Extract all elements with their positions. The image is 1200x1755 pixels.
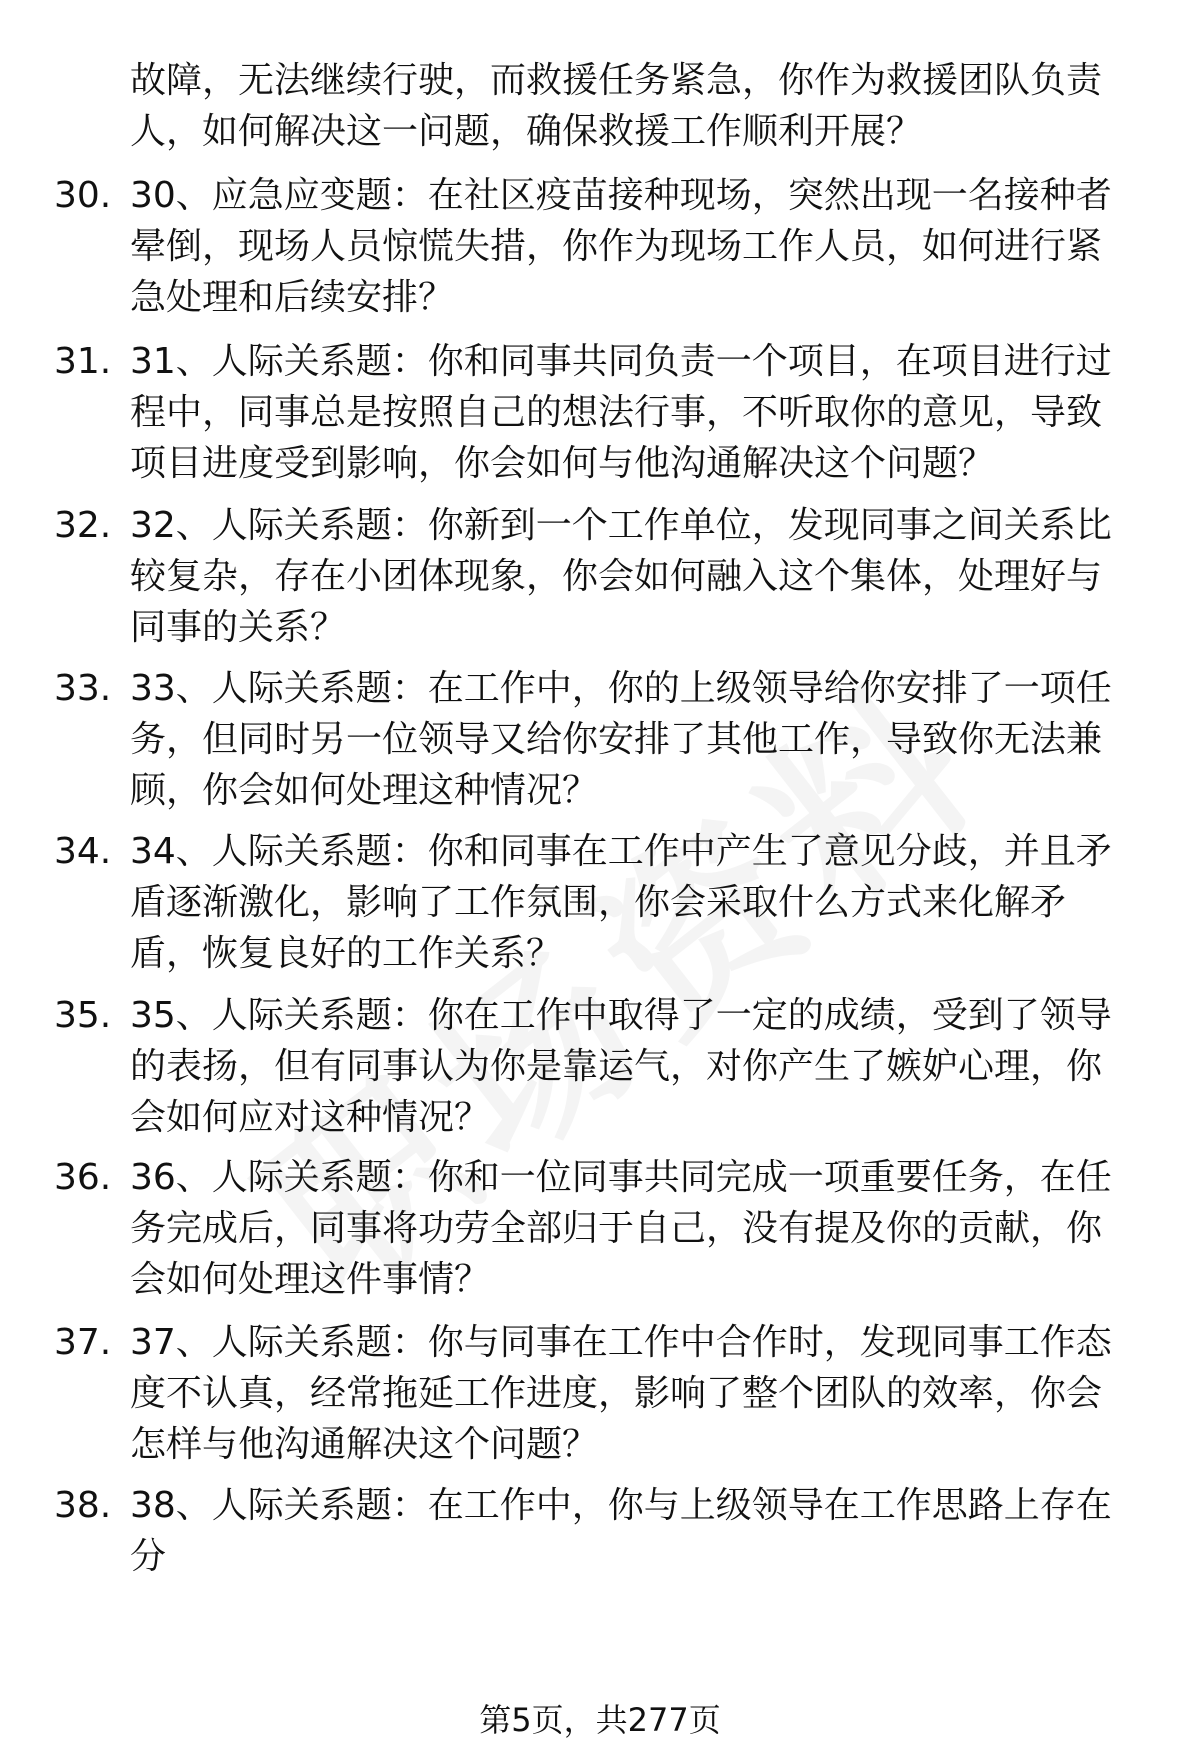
page-footer: 第5页，共277页 [479,1701,721,1739]
item-text: 30、应急应变题：在社区疫苗接种现场，突然出现一名接种者晕倒，现场人员惊慌失措，你作为现场工作人员，如何进行紧急处理和后续安排？ [130,175,1112,318]
item-number: 33. [54,668,112,709]
item-number: 35. [54,995,112,1036]
item-text: 36、人际关系题：你和一位同事共同完成一项重要任务，在任务完成后，同事将功劳全部归于自己，没有提及你的贡献，你会如何处理这件事情？ [130,1157,1112,1300]
item-number: 38. [54,1485,112,1526]
item-text: 31、人际关系题：你和同事共同负责一个项目，在项目进行过程中，同事总是按照自己的想法行事，不听取你的意见，导致项目进度受到影响，你会如何与他沟通解决这个问题？ [130,341,1112,484]
item-number: 30. [54,175,112,216]
item-text: 37、人际关系题：你与同事在工作中合作时，发现同事工作态度不认真，经常拖延工作进度，影响了整个团队的效率，你会怎样与他沟通解决这个问题？ [130,1322,1112,1465]
item-text: 32、人际关系题：你新到一个工作单位，发现同事之间关系比较复杂，存在小团体现象，你会如何融入这个集体，处理好与同事的关系？ [130,505,1112,648]
item-number: 32. [54,505,112,546]
item-number: 37. [54,1322,112,1363]
continuation-paragraph: 故障，无法继续行驶，而救援任务紧急，你作为救援团队负责人，如何解决这一问题，确保救援工作顺利开展？ [130,60,1103,152]
item-number: 31. [54,341,112,382]
item-text: 38、人际关系题：在工作中，你与上级领导在工作思路上存在分 [130,1485,1112,1577]
item-number: 34. [54,831,112,872]
item-text: 34、人际关系题：你和同事在工作中产生了意见分歧，并且矛盾逐渐激化，影响了工作氛围，你会采取什么方式来化解矛盾，恢复良好的工作关系？ [130,831,1112,974]
item-text: 33、人际关系题：在工作中，你的上级领导给你安排了一项任务，但同时另一位领导又给你安排了其他工作，导致你无法兼顾，你会如何处理这种情况？ [130,668,1112,811]
item-text: 35、人际关系题：你在工作中取得了一定的成绩，受到了领导的表扬，但有同事认为你是靠运气，对你产生了嫉妒心理，你会如何应对这种情况？ [130,995,1112,1138]
item-number: 36. [54,1157,112,1198]
